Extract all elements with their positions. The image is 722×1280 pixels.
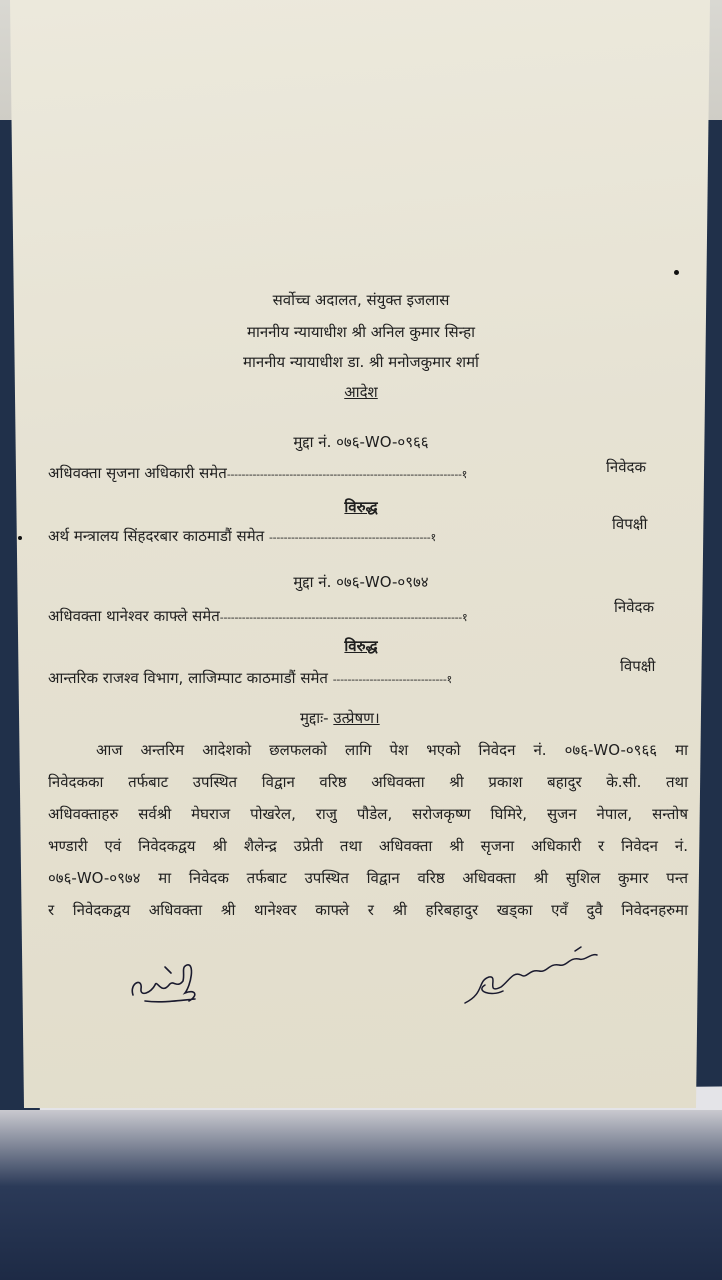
order-body bbox=[48, 734, 688, 926]
respondent-1-name: अर्थ मन्त्रालय सिंहदरबार काठमाडौं समेत bbox=[48, 527, 265, 545]
body-line-4: भण्डारी एवं निवेदकद्वय श्री शैलेन्द्र उप्रेती तथा अधिवक्ता श्री सृजना अधिकारी र निवेदन नं. bbox=[48, 837, 688, 855]
petitioner-1-dashes: ----------------------------------------------------------------१ bbox=[226, 468, 468, 481]
respondent-2-name: आन्तरिक राजश्व विभाग, लाजिम्पाट काठमाडौं समेत bbox=[48, 669, 328, 687]
petitioner-2-role: निवेदक bbox=[614, 598, 655, 616]
body-line-3: अधिवक्ताहरु सर्वश्री मेघराज पोखरेल, राजु पौडेल, सरोजकृष्ण घिमिरे, सुजन नेपाल, सन्तोष bbox=[48, 805, 688, 823]
respondent-1-dashes: --------------------------------------------१ bbox=[269, 531, 436, 544]
subject-line bbox=[300, 708, 380, 728]
body-line-5: ०७६-WO-०९७४ मा निवेदक तर्फबाट उपस्थित विद्वान वरिष्ठ अधिवक्ता श्री सुशिल कुमार पन्त bbox=[48, 869, 688, 887]
respondent-2-dashes: -------------------------------१ bbox=[332, 673, 452, 686]
ink-spot bbox=[18, 536, 22, 540]
body-line-2: निवेदकका तर्फबाट उपस्थित विद्वान वरिष्ठ अधिवक्ता श्री प्रकाश बहादुर के.सी. तथा bbox=[48, 773, 688, 791]
body-line-6: र निवेदकद्वय अधिवक्ता श्री थानेश्वर काफ्ले र श्री हरिबहादुर खड्का एवँ दुवै निवेदनहरुमा bbox=[48, 901, 688, 919]
ink-spot bbox=[674, 270, 679, 275]
body-line-1: आज अन्तरिम आदेशको छलफलको लागि पेश भएको निवेदन नं. ०७६-WO-०९६६ मा bbox=[96, 741, 688, 759]
petitioner-2-dashes: ------------------------------------------------------------------१ bbox=[219, 611, 468, 624]
signature-right bbox=[455, 945, 605, 1015]
petitioner-1-name: अधिवक्ता सृजना अधिकारी समेत bbox=[48, 464, 227, 482]
court-name: सर्वोच्च अदालत, संयुक्त इजलास bbox=[272, 291, 450, 309]
respondent-2 bbox=[48, 668, 452, 688]
case-number-1: मुद्दा नं. ०७६-WO-०९६६ bbox=[293, 433, 429, 451]
signature-left bbox=[125, 955, 210, 1010]
subject-value: उत्प्रेषण। bbox=[333, 709, 380, 727]
petitioner-1 bbox=[48, 463, 467, 483]
petitioner-2 bbox=[48, 606, 467, 626]
petitioner-1-role: निवेदक bbox=[606, 458, 647, 476]
judge-name-1: माननीय न्यायाधीश श्री अनिल कुमार सिन्हा bbox=[246, 323, 476, 341]
respondent-1 bbox=[48, 526, 436, 546]
versus-1: विरुद्ध bbox=[344, 498, 378, 516]
respondent-2-role: विपक्षी bbox=[620, 657, 656, 675]
versus-2: विरुद्ध bbox=[344, 637, 378, 655]
order-heading: आदेश bbox=[344, 383, 378, 401]
judge-name-2: माननीय न्यायाधीश डा. श्री मनोजकुमार शर्मा bbox=[243, 353, 479, 371]
subject-label: मुद्दाः- bbox=[300, 709, 329, 727]
respondent-1-role: विपक्षी bbox=[612, 515, 648, 533]
case-number-2: मुद्दा नं. ०७६-WO-०९७४ bbox=[293, 573, 429, 591]
petitioner-2-name: अधिवक्ता थानेश्वर काफ्ले समेत bbox=[48, 607, 220, 625]
